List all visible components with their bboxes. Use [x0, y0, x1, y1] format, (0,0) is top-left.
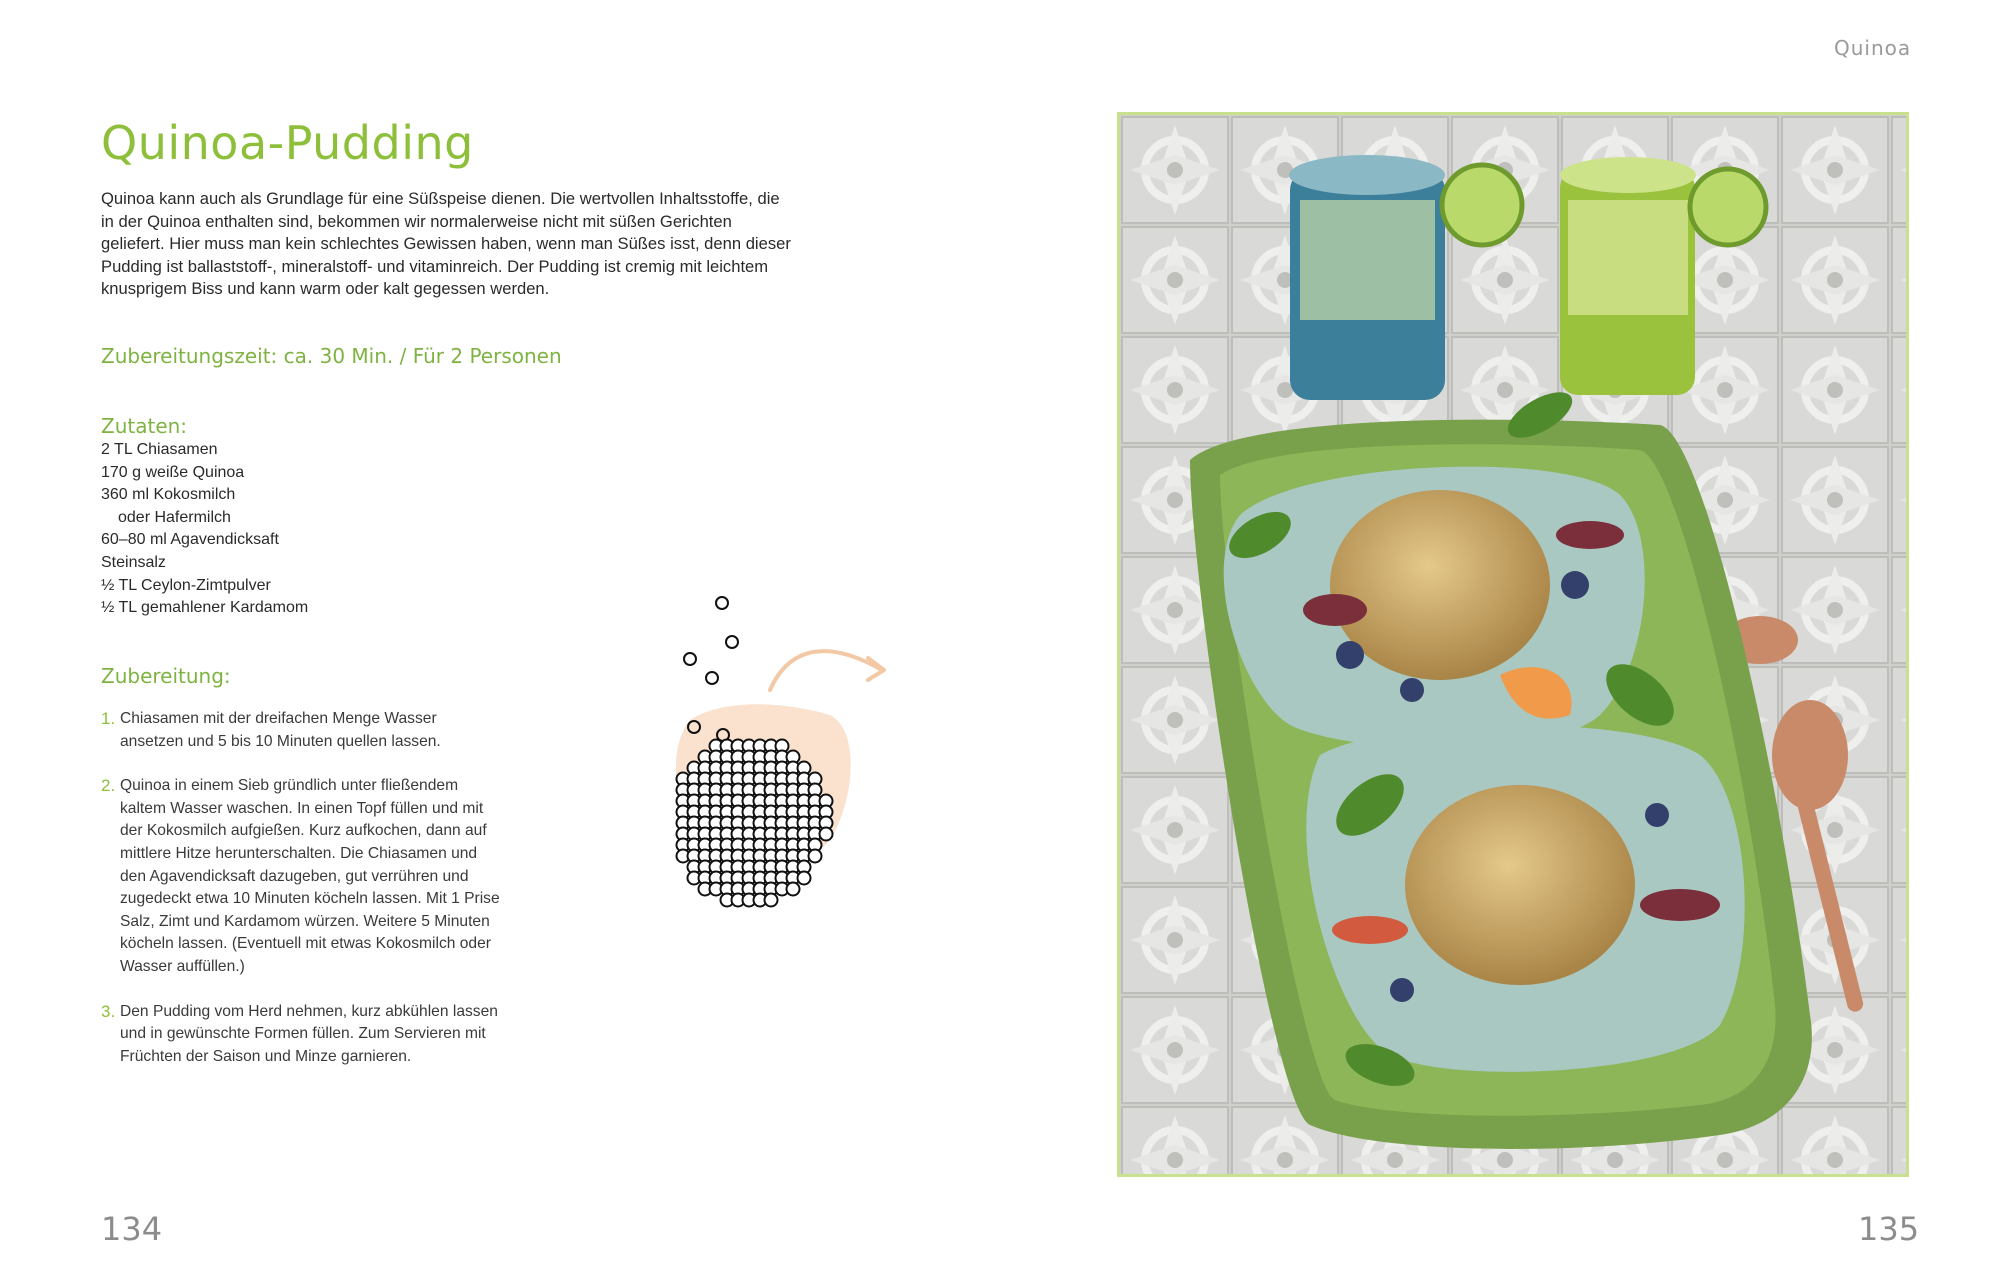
page-number-left: 134 [101, 1210, 163, 1248]
step-text: Quinoa in einem Sieb gründlich unter fließendem kaltem Wasser waschen. In einen Topf füllen und mit der Kokosmilch aufgießen. Kurz aufkochen, dann auf mittlere Hitze herunterschalten. Die Chiasamen und den Agavendicksaft dazugeben, gut verrühren und zugedeckt etwa 10 Minuten köcheln lassen. Mit 1 Prise Salz, Zimt und Kardamom würzen. Weitere 5 Minuten köcheln lassen. (Eventuell mit etwas Kokosmilch oder Wasser auffüllen.) [120, 777, 500, 975]
recipe-intro: Quinoa kann auch als Grundlage für eine Süßspeise dienen. Die wertvollen Inhaltsstoffe, die in der Quinoa enthalten sind, bekommen wir normalerweise nicht mit süßen Gerichten geliefert. Hier muss man kein schlechtes Gewissen haben, wenn man Süßes isst, denn dieser Pudding ist ballaststoff-, mineralstoff- und vitaminreich. Der Pudding ist cremig mit leichtem knusprigem Biss und kann warm oder kalt gegessen werden. [101, 189, 791, 299]
ingredient-item: ½ TL Ceylon-Zimtpulver [101, 576, 271, 594]
ingredients-list [101, 439, 308, 620]
step-number: 2. [101, 776, 116, 796]
running-head: Quinoa [1834, 36, 1912, 60]
prep-time-servings: Zubereitungszeit: ca. 30 Min. / Für 2 Personen [101, 344, 562, 368]
ingredients-heading: Zutaten: [101, 414, 188, 438]
step-text: Den Pudding vom Herd nehmen, kurz abkühlen lassen und in gewünschte Formen füllen. Zum Servieren mit Früchten der Saison und Minze garnieren. [120, 1002, 498, 1065]
recipe-title: Quinoa-Pudding [101, 116, 474, 170]
preparation-heading: Zubereitung: [101, 664, 231, 688]
ingredient-item: 60–80 ml Agavendicksaft [101, 531, 279, 549]
step-number: 3. [101, 1001, 116, 1021]
step-item [101, 775, 501, 978]
ingredient-item: 170 g weiße Quinoa [101, 463, 245, 481]
quinoa-pudding-photo [1120, 115, 1906, 1174]
recipe-photo [1117, 112, 1909, 1177]
ingredient-item: 2 TL Chiasamen [101, 441, 218, 458]
step-item [101, 1001, 501, 1069]
quinoa-seeds-illustration [650, 590, 910, 935]
preparation-steps [101, 708, 501, 1090]
ingredient-item: ½ TL gemahlener Kardamom [101, 599, 309, 617]
ingredient-item: 360 ml Kokosmilch [101, 486, 236, 504]
step-number: 1. [101, 709, 116, 728]
page-number-right: 135 [1858, 1210, 1920, 1248]
ingredient-item: oder Hafermilch [118, 508, 231, 526]
ingredient-item: Steinsalz [101, 553, 166, 571]
step-text: Chiasamen mit der dreifachen Menge Wasser ansetzen und 5 bis 10 Minuten quellen lassen. [120, 710, 441, 750]
step-item [101, 708, 501, 753]
quinoa-seeds-icon [650, 590, 910, 930]
